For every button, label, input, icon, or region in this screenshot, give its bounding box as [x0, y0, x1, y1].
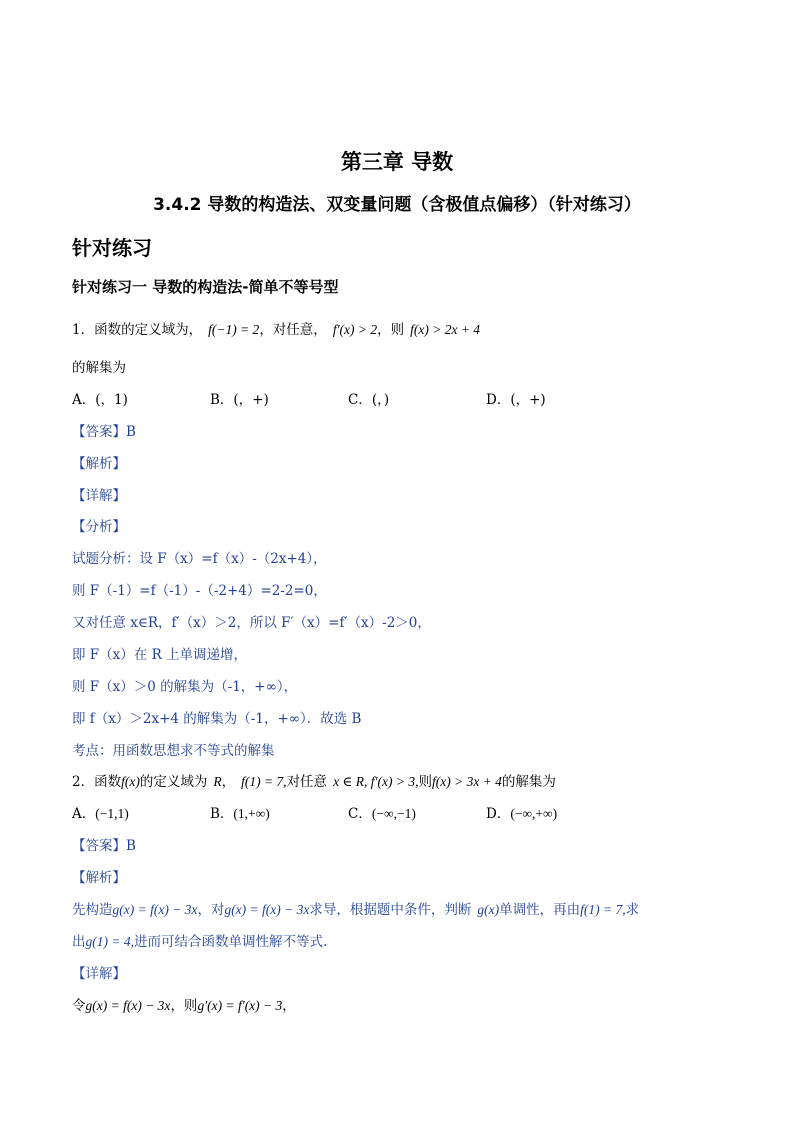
q2-option-a-label: A． [72, 806, 96, 822]
q2-sol1-i: 求 [625, 902, 640, 918]
q1-analysis-line: 即 F（x）在 R 上单调递增， [72, 647, 248, 663]
q2-solution-line-2 [72, 930, 327, 950]
q2-option-d [486, 802, 557, 822]
q1-text-2: ，对任意， [259, 322, 327, 338]
q2-math-3: f(1) = 7, [241, 774, 287, 789]
q1-option-d: D．(，+) [486, 392, 546, 408]
q2-text-5: 则 [418, 774, 432, 790]
q2-sol1-h: f(1) = 7, [580, 902, 626, 917]
q2-sol3-b: g(x) = f(x) − 3x [85, 998, 171, 1013]
q1-answer: 【答案】B [72, 424, 136, 440]
q2-math-1: f(x) [121, 774, 140, 789]
q2-text-4: 对任意 [286, 774, 328, 790]
q2-sol1-c: ，对 [197, 902, 225, 918]
q2-option-b [210, 802, 270, 822]
q1-kaodian: 考点：用函数思想求不等式的解集 [72, 743, 275, 759]
q1-number-text: 1．函数的定义域为， [72, 322, 203, 338]
q2-option-c-label: C． [348, 806, 372, 822]
q2-stem [72, 770, 556, 790]
chapter-title: 第三章 导数 [340, 150, 454, 174]
q2-sol2-a: 出 [72, 934, 86, 950]
q1-option-c: C．(，) [348, 392, 390, 408]
q2-text-2: 的定义域为 [139, 774, 208, 790]
q2-jiexi-label: 【解析】 [72, 870, 126, 886]
q1-math-1: f(−1) = 2 [208, 322, 260, 337]
q2-sol3-a: 令 [72, 998, 86, 1014]
q2-sol1-d: g(x) = f(x) − 3x [224, 902, 310, 917]
q1-option-b: B．(，+) [210, 392, 269, 408]
q2-text-6: 的解集为 [501, 774, 556, 790]
q2-text-1: 2．函数 [72, 774, 122, 790]
q2-option-d-label: D． [486, 806, 511, 822]
q2-option-a [72, 802, 129, 822]
section-title: 3.4.2 导数的构造法、双变量问题（含极值点偏移）（针对练习） [153, 195, 641, 215]
q1-analysis-line: 试题分析：设 F（x）=f（x）-（2x+4）， [72, 551, 327, 567]
q2-sol3-c: ，则 [170, 998, 198, 1014]
q2-xiangjie-label: 【详解】 [72, 966, 126, 982]
q1-xiangjie-label: 【详解】 [72, 488, 126, 504]
q2-option-b-value: (1,+∞) [233, 806, 270, 821]
q1-analysis-line: 则 F（-1）=f（-1）-（-2+4）=2-2=0， [72, 583, 327, 599]
q2-sol3-e: ， [282, 998, 296, 1014]
q2-sol2-c: 进而可结合函数单调性解不等式. [133, 934, 328, 950]
q2-math-4: x ∈ R, f′(x) > 3, [333, 774, 419, 789]
q2-sol1-e: 求导，根据题中条件，判断 [309, 902, 472, 918]
q1-math-3: f(x) > 2x + 4 [410, 322, 481, 337]
q1-stem [72, 318, 480, 338]
q2-option-b-label: B． [210, 806, 234, 822]
q2-text-3: ， [221, 774, 236, 790]
q2-answer: 【答案】B [72, 838, 136, 854]
q2-sol1-g: 单调性，再由 [499, 902, 581, 918]
q2-sol3-d: g′(x) = f′(x) − 3 [197, 998, 283, 1013]
q2-sol1-f: g(x) [477, 902, 500, 917]
q1-analysis-line: 则 F（x）＞0 的解集为（-1，+∞）， [72, 679, 298, 695]
q2-sol1-b: g(x) = f(x) − 3x [112, 902, 198, 917]
q2-solution-line-1 [72, 898, 639, 918]
q2-sol2-b: g(1) = 4, [85, 934, 134, 949]
q1-fenxi-label: 【分析】 [72, 519, 126, 535]
q2-option-c-value: (−∞,−1) [371, 806, 416, 821]
q1-option-a: A．(，1) [72, 392, 128, 408]
q2-option-c [348, 802, 416, 822]
heading: 针对练习 [72, 236, 152, 260]
q1-analysis-line: 又对任意 x∈R，f′（x）＞2，所以 F′（x）=f′（x）-2＞0， [72, 615, 431, 631]
q1-jiexi-label: 【解析】 [72, 456, 126, 472]
q1-text-3: ，则 [377, 322, 405, 338]
q1-analysis-line: 即 f（x）＞2x+4 的解集为（-1，+∞）．故选 B [72, 711, 362, 727]
q2-math-5: f(x) > 3x + 4 [431, 774, 502, 789]
q2-option-d-value: (−∞,+∞) [510, 806, 558, 821]
subheading: 针对练习一 导数的构造法-简单不等号型 [72, 278, 339, 296]
q2-sol1-a: 先构造 [72, 902, 113, 918]
q2-math-2: R [213, 774, 222, 789]
q2-solution-line-3 [72, 994, 296, 1014]
q1-stem-line2: 的解集为 [72, 360, 126, 376]
q2-option-a-value: (−1,1) [95, 806, 129, 821]
q1-math-2: f′(x) > 2 [332, 322, 378, 337]
